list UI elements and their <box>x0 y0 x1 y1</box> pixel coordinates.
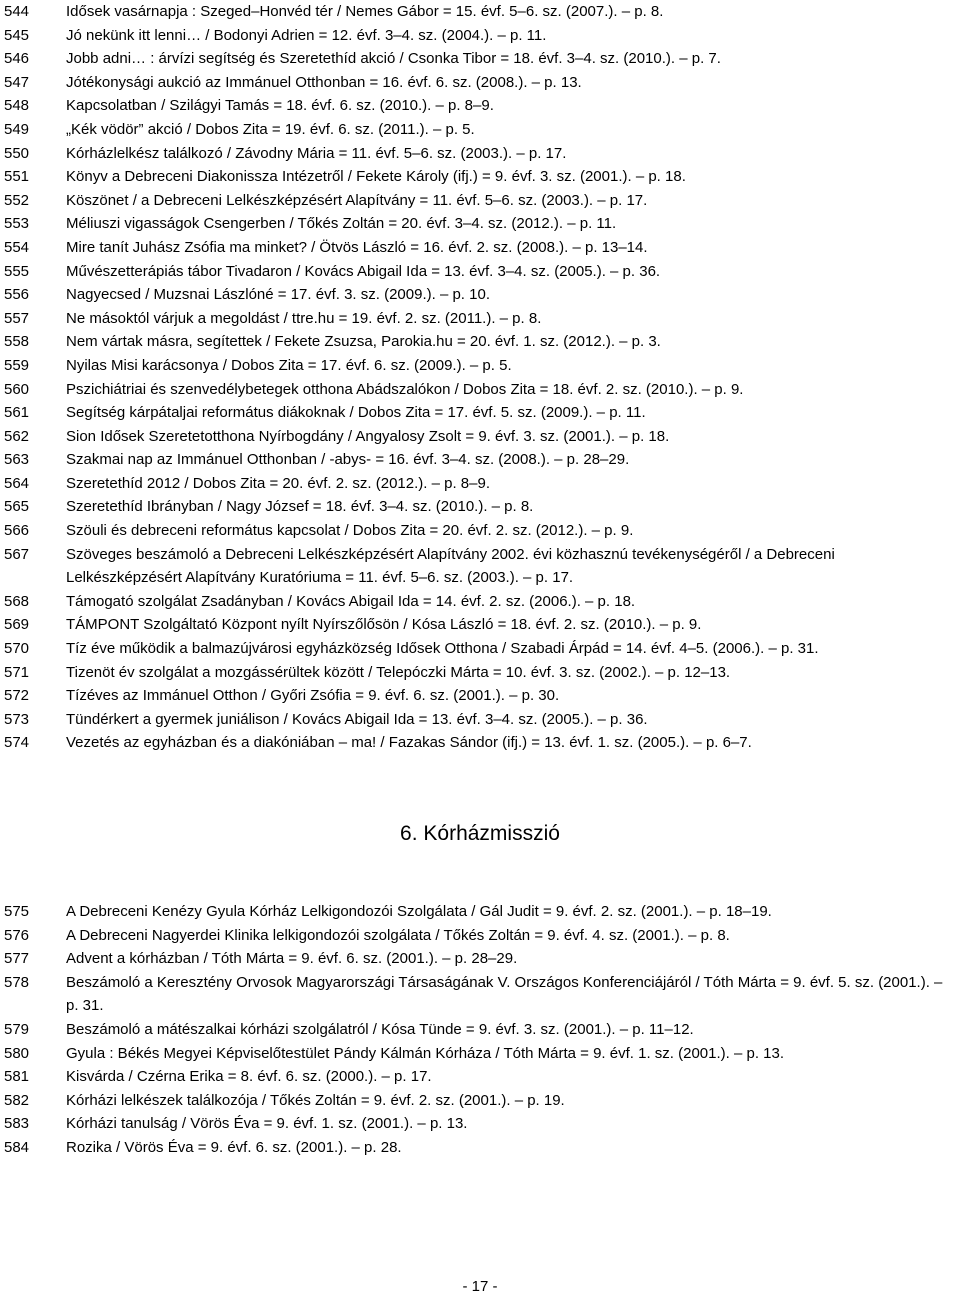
bibliography-entry <box>0 236 960 260</box>
bibliography-entry <box>0 94 960 118</box>
bibliography-entry <box>0 212 960 236</box>
entry-number: 564 <box>4 474 30 492</box>
entry-citation: Támogató szolgálat Zsadányban / Kovács Abigail Ida = 14. évf. 2. sz. (2006.). – p. 18. <box>66 592 636 610</box>
entry-citation: Szeretethíd 2012 / Dobos Zita = 20. évf. 2. sz. (2012.). – p. 8–9. <box>66 474 490 492</box>
entry-number: 555 <box>4 262 30 280</box>
bibliography-entry <box>0 708 960 732</box>
entry-number: 551 <box>4 168 30 186</box>
entry-citation: Kórházlelkész találkozó / Závodny Mária = 11. évf. 5–6. sz. (2003.). – p. 17. <box>66 144 567 162</box>
entry-citation: „Kék vödör” akció / Dobos Zita = 19. évf. 6. sz. (2011.). – p. 5. <box>66 120 475 138</box>
entry-citation: Kórházi lelkészek találkozója / Tőkés Zoltán = 9. évf. 2. sz. (2001.). – p. 19. <box>66 1091 565 1109</box>
entry-number: 565 <box>4 498 30 516</box>
entry-citation: Pszichiátriai és szenvedélybetegek otthona Abádszalókon / Dobos Zita = 18. évf. 2. sz. (2010.). – p. 9. <box>66 380 744 398</box>
bibliography-entry <box>0 189 960 213</box>
entry-number: 566 <box>4 522 30 540</box>
entry-number: 578 <box>4 973 30 991</box>
entry-number: 572 <box>4 687 30 705</box>
bibliography-entry <box>0 684 960 708</box>
entry-number: 556 <box>4 286 30 304</box>
bibliography-entry <box>0 354 960 378</box>
entry-citation: Sion Idősek Szeretetotthona Nyírbogdány / Angyalosy Zsolt = 9. évf. 3. sz. (2001.). – p. 18. <box>66 427 670 445</box>
entry-number: 568 <box>4 592 30 610</box>
entry-citation: Szöuli és debreceni református kapcsolat / Dobos Zita = 20. évf. 2. sz. (2012.). – p. 9. <box>66 522 634 540</box>
entry-citation: Kapcsolatban / Szilágyi Tamás = 18. évf. 6. sz. (2010.). – p. 8–9. <box>66 97 494 115</box>
entry-citation: Tízéves az Immánuel Otthon / Győri Zsófia = 9. évf. 6. sz. (2001.). – p. 30. <box>66 687 560 705</box>
bibliography-entry <box>0 401 960 425</box>
entry-number: 574 <box>4 734 30 752</box>
entry-citation: Szöveges beszámoló a Debreceni Lelkészképzésért Alapítvány 2002. évi közhasznú tevékenységéről / a Debreceni Lelkészképzésért Alapítvány Kuratóriuma = 11. évf. 5–6. sz. (2003.). – p. 17. <box>66 545 835 587</box>
bibliography-entry <box>0 1089 960 1113</box>
entry-number: 546 <box>4 50 30 68</box>
entry-citation: Nyilas Misi karácsonya / Dobos Zita = 17. évf. 6. sz. (2009.). – p. 5. <box>66 356 512 374</box>
entry-citation: Köszönet / a Debreceni Lelkészképzésért Alapítvány = 11. évf. 5–6. sz. (2003.). – p. 17. <box>66 191 648 209</box>
entry-citation: Nagyecsed / Muzsnai Lászlóné = 17. évf. 3. sz. (2009.). – p. 10. <box>66 286 490 304</box>
page-number: - 17 - <box>462 1278 498 1295</box>
bibliography-entry <box>0 47 960 71</box>
entry-citation: Kisvárda / Czérna Erika = 8. évf. 6. sz. (2000.). – p. 17. <box>66 1068 432 1086</box>
bibliography-entry <box>0 142 960 166</box>
entry-citation: Tizenöt év szolgálat a mozgássérültek között / Telepóczki Márta = 10. évf. 3. sz. (2002.). – p. 12–13. <box>66 663 731 681</box>
bibliography-entry <box>0 378 960 402</box>
entry-number: 561 <box>4 404 30 422</box>
entry-number: 577 <box>4 950 30 968</box>
section-heading: 6. Kórházmisszió <box>400 822 560 845</box>
entry-number: 548 <box>4 97 30 115</box>
bibliography-entry <box>0 0 960 24</box>
entry-number: 544 <box>4 3 30 20</box>
entry-citation: Gyula : Békés Megyei Képviselőtestület Pándy Kálmán Kórháza / Tóth Márta = 9. évf. 1. sz. (2001.). – p. 13. <box>66 1044 785 1062</box>
entry-number: 550 <box>4 144 30 162</box>
bibliography-entry <box>0 495 960 519</box>
bibliography-entry <box>0 448 960 472</box>
entry-citation: TÁMPONT Szolgáltató Központ nyílt Nyírszőlősön / Kósa László = 18. évf. 2. sz. (2010.). – p. 9. <box>66 616 702 634</box>
entry-citation: Idősek vasárnapja : Szeged–Honvéd tér / Nemes Gábor = 15. évf. 5–6. sz. (2007.). – p. 8. <box>66 3 664 20</box>
entry-number: 560 <box>4 380 30 398</box>
entry-citation: Jó nekünk itt lenni… / Bodonyi Adrien = 12. évf. 3–4. sz. (2004.). – p. 11. <box>66 26 547 44</box>
entry-number: 569 <box>4 616 30 634</box>
entry-number: 557 <box>4 309 30 327</box>
entry-number: 579 <box>4 1020 30 1038</box>
entry-number: 583 <box>4 1115 30 1133</box>
entry-number: 549 <box>4 120 30 138</box>
entry-citation: Méliuszi vigasságok Csengerben / Tőkés Zoltán = 20. évf. 3–4. sz. (2012.). – p. 11. <box>66 215 617 233</box>
entry-number: 576 <box>4 926 30 944</box>
bibliography-entry <box>0 1018 960 1042</box>
bibliography-entry <box>0 283 960 307</box>
entry-number: 554 <box>4 238 30 256</box>
entry-citation: Ne másoktól várjuk a megoldást / ttre.hu = 19. évf. 2. sz. (2011.). – p. 8. <box>66 309 542 327</box>
entry-number: 545 <box>4 26 30 44</box>
entry-citation: Könyv a Debreceni Diakonissza Intézetről / Fekete Károly (ifj.) = 9. évf. 3. sz. (2001.). – p. 18. <box>66 168 686 186</box>
entry-citation: Szakmai nap az Immánuel Otthonban / -abys- = 16. évf. 3–4. sz. (2008.). – p. 28–29. <box>66 451 630 469</box>
bibliography-entry <box>0 590 960 614</box>
entry-citation: Mire tanít Juhász Zsófia ma minket? / Ötvös László = 16. évf. 2. sz. (2008.). – p. 13–14. <box>66 238 648 256</box>
entry-number: 580 <box>4 1044 30 1062</box>
entry-number: 558 <box>4 333 30 351</box>
bibliography-entry <box>0 472 960 496</box>
entry-citation: Advent a kórházban / Tóth Márta = 9. évf. 6. sz. (2001.). – p. 28–29. <box>66 950 518 968</box>
bibliography-entry <box>0 1065 960 1089</box>
entry-citation: Művészetterápiás tábor Tivadaron / Kovács Abigail Ida = 13. évf. 3–4. sz. (2005.). – p. 36. <box>66 262 661 280</box>
entry-number: 582 <box>4 1091 30 1109</box>
entry-citation: A Debreceni Kenézy Gyula Kórház Lelkigondozói Szolgálata / Gál Judit = 9. évf. 2. sz. (2001.). – p. 18–19. <box>66 903 772 920</box>
bibliography-entry <box>0 118 960 142</box>
bibliography-entry <box>0 637 960 661</box>
bibliography-entry <box>0 971 960 1018</box>
entry-citation: Szeretethíd Ibrányban / Nagy József = 18. évf. 3–4. sz. (2010.). – p. 8. <box>66 498 534 516</box>
entry-number: 553 <box>4 215 30 233</box>
bibliography-entry <box>0 165 960 189</box>
bibliography-entry <box>0 425 960 449</box>
entry-number: 552 <box>4 191 30 209</box>
bibliography-entry <box>0 1136 960 1160</box>
entry-number: 584 <box>4 1138 30 1156</box>
bibliography-entry <box>0 731 960 755</box>
entry-citation: A Debreceni Nagyerdei Klinika lelkigondozói szolgálata / Tőkés Zoltán = 9. évf. 4. sz. (2001.). – p. 8. <box>66 926 730 944</box>
entry-number: 567 <box>4 545 30 563</box>
entry-number: 571 <box>4 663 30 681</box>
entry-citation: Kórházi tanulság / Vörös Éva = 9. évf. 1. sz. (2001.). – p. 13. <box>66 1115 468 1133</box>
entry-number: 559 <box>4 356 30 374</box>
entry-citation: Tíz éve működik a balmazújvárosi egyházközség Idősek Otthona / Szabadi Árpád = 14. évf. 4–5. (2006.). – p. 31. <box>66 640 819 658</box>
bibliography-entry <box>0 24 960 48</box>
entry-number: 581 <box>4 1068 30 1086</box>
entry-citation: Beszámoló a mátészalkai kórházi szolgálatról / Kósa Tünde = 9. évf. 3. sz. (2001.). – p. 11–12. <box>66 1020 694 1038</box>
bibliography-entry <box>0 519 960 543</box>
entry-number: 573 <box>4 710 30 728</box>
entry-citation: Rozika / Vörös Éva = 9. évf. 6. sz. (2001.). – p. 28. <box>66 1138 402 1156</box>
bibliography-entry <box>0 1042 960 1066</box>
entry-citation: Vezetés az egyházban és a diakóniában – ma! / Fazakas Sándor (ifj.) = 13. évf. 1. sz. (2005.). – p. 6–7. <box>66 734 752 752</box>
bibliography-entry <box>0 900 960 924</box>
entry-number: 570 <box>4 640 30 658</box>
entry-number: 575 <box>4 903 30 920</box>
bibliography-entry <box>0 260 960 284</box>
entry-number: 547 <box>4 73 30 91</box>
entry-citation: Tündérkert a gyermek juniálison / Kovács Abigail Ida = 13. évf. 3–4. sz. (2005.). – p. 36. <box>66 710 648 728</box>
entry-number: 563 <box>4 451 30 469</box>
bibliography-entry <box>0 613 960 637</box>
entry-number: 562 <box>4 427 30 445</box>
bibliography-entry <box>0 307 960 331</box>
bibliography-entry <box>0 1112 960 1136</box>
entry-citation: Nem vártak másra, segítettek / Fekete Zsuzsa, Parokia.hu = 20. évf. 1. sz. (2012.). – p. 3. <box>66 333 661 351</box>
bibliography-list-hospital-mission <box>0 900 960 1160</box>
bibliography-entry <box>0 661 960 685</box>
entry-citation: Beszámoló a Keresztény Orvosok Magyarországi Társaságának V. Országos Konferenciájáról / Tóth Márta = 9. évf. 5. sz. (2001.). – p. 31. <box>66 973 943 1015</box>
entry-citation: Jobb adni… : árvízi segítség és Szeretethíd akció / Csonka Tibor = 18. évf. 3–4. sz. (2010.). – p. 7. <box>66 50 721 68</box>
entry-citation: Jótékonysági aukció az Immánuel Otthonban = 16. évf. 6. sz. (2008.). – p. 13. <box>66 73 582 91</box>
bibliography-entry <box>0 71 960 95</box>
entry-citation: Segítség kárpátaljai református diákoknak / Dobos Zita = 17. évf. 5. sz. (2009.). – p. 11. <box>66 404 646 422</box>
bibliography-entry <box>0 543 960 590</box>
bibliography-entry <box>0 947 960 971</box>
bibliography-entry <box>0 924 960 948</box>
bibliography-entry <box>0 330 960 354</box>
